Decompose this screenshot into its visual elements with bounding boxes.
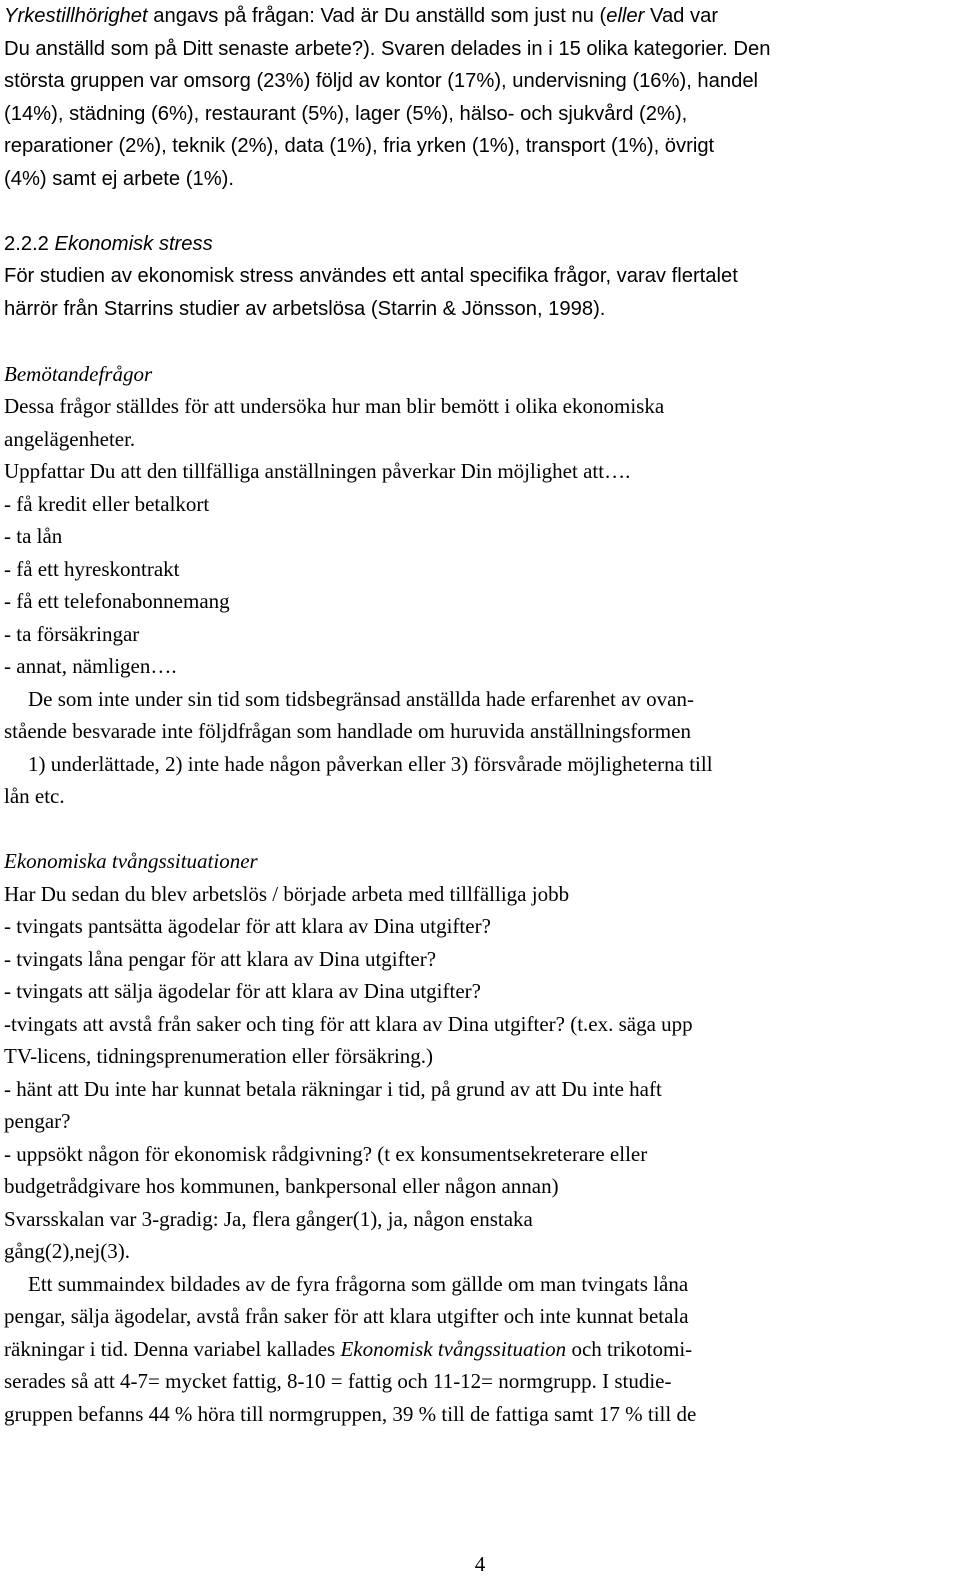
subsection-heading: Ekonomiska tvångssituationer: [4, 849, 258, 873]
paragraph-line: Du anställd som på Ditt senaste arbete?). Svaren delades in i 15 olika kategorier. Den: [4, 37, 771, 60]
list-item: -tvingats att avstå från saker och ting för att klara av Dina utgifter? (t.ex. säga upp: [4, 1011, 693, 1036]
question-text: Uppfattar Du att den tillfälliga anställningen påverkar Din möjlighet att….: [4, 459, 631, 483]
list-item-continuation: TV-licens, tidningsprenumeration eller försäkring.): [4, 1044, 434, 1068]
section-heading: 2.2.2 Ekonomisk stress: [4, 232, 213, 255]
paragraph-line: gång(2),nej(3).: [4, 1239, 130, 1263]
paragraph-line: stående besvarade inte följdfrågan som handlade om huruvida anställningsformen: [4, 719, 691, 743]
paragraph-line: (14%), städning (6%), restaurant (5%), lager (5%), hälso- och sjukvård (2%),: [4, 102, 688, 125]
section-bemotandefragor: [4, 358, 956, 813]
paragraph-line: angelägenheter.: [4, 426, 136, 451]
paragraph-line: pengar, sälja ägodelar, avstå från saker för att klara utgifter och inte kunnat betala: [4, 1304, 689, 1328]
subsection-heading: Bemötandefrågor: [4, 361, 153, 386]
paragraph-line: Dessa frågor ställdes för att undersöka hur man blir bemött i olika ekonomiska: [4, 394, 665, 418]
paragraph-line: härrör från Starrins studier av arbetslösa (Starrin & Jönsson, 1998).: [4, 297, 606, 320]
paragraph-line: reparationer (2%), teknik (2%), data (1%), fria yrken (1%), transport (1%), övrigt: [4, 135, 715, 157]
paragraph-line: 1) underlättade, 2) inte hade någon påverkan eller 3) försvårade möjligheterna till: [28, 751, 713, 776]
paragraph-line: räkningar i tid. Denna variabel kallades Ekonomisk tvångssituation och trikotomi-: [4, 1336, 693, 1361]
spacer: [4, 195, 956, 228]
paragraph-line: största gruppen var omsorg (23%) följd av kontor (17%), undervisning (16%), handel: [4, 70, 759, 92]
paragraph-line: Svarsskalan var 3-gradig: Ja, flera gånger(1), ja, någon enstaka: [4, 1206, 533, 1231]
list-item: - tvingats att sälja ägodelar för att klara av Dina utgifter?: [4, 979, 481, 1003]
section-ekonomisk-stress: [4, 228, 956, 326]
list-item: - tvingats låna pengar för att klara av Dina utgifter?: [4, 946, 437, 971]
list-item: - hänt att Du inte har kunnat betala räkningar i tid, på grund av att Du inte haft: [4, 1076, 662, 1101]
paragraph-line: De som inte under sin tid som tidsbegränsad anställda hade erfarenhet av ovan-: [28, 686, 694, 711]
paragraph-line: Yrkestillhörighet angavs på frågan: Vad är Du anställd som just nu (eller Vad var: [4, 5, 719, 27]
list-item: - få ett telefonabonnemang: [4, 589, 230, 613]
spacer: [4, 813, 956, 846]
list-item-continuation: budgetrådgivare hos kommunen, bankpersonal eller någon annan): [4, 1174, 559, 1198]
paragraph-line: serades så att 4-7= mycket fattig, 8-10 = fattig och 11-12= normgrupp. I studie-: [4, 1369, 672, 1393]
list-item: - få kredit eller betalkort: [4, 491, 210, 516]
list-item: - ta försäkringar: [4, 621, 140, 646]
list-item: - ta lån: [4, 524, 63, 548]
page-number: 4: [474, 1552, 486, 1576]
paragraph-line: (4%) samt ej arbete (1%).: [4, 167, 234, 190]
occupation-paragraph: [4, 0, 956, 195]
list-item: - annat, nämligen….: [4, 654, 177, 678]
list-item-continuation: pengar?: [4, 1109, 71, 1133]
paragraph-line: lån etc.: [4, 784, 65, 808]
question-text: Har Du sedan du blev arbetslös / började arbeta med tillfälliga jobb: [4, 881, 570, 906]
list-item: - uppsökt någon för ekonomisk rådgivning? (t ex konsumentsekreterare eller: [4, 1141, 648, 1166]
list-item: - få ett hyreskontrakt: [4, 556, 180, 581]
list-item: - tvingats pantsätta ägodelar för att klara av Dina utgifter?: [4, 914, 491, 938]
paragraph-line: gruppen befanns 44 % höra till normgruppen, 39 % till de fattiga samt 17 % till de: [4, 1401, 697, 1426]
section-tvangssituationer: [4, 845, 956, 1430]
spacer: [4, 325, 956, 358]
paragraph-line: För studien av ekonomisk stress användes ett antal specifika frågor, varav flertalet: [4, 265, 738, 287]
paragraph-line: Ett summaindex bildades av de fyra frågorna som gällde om man tvingats låna: [28, 1271, 689, 1296]
document-page: [4, 0, 956, 1430]
